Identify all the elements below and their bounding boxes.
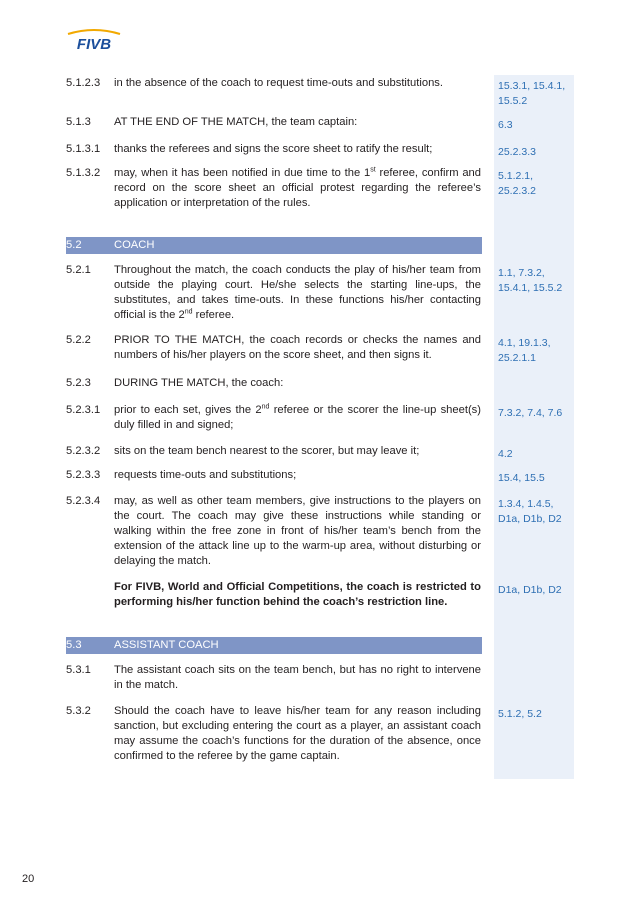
rule-reference: 5.1.2, 5.2	[498, 708, 542, 720]
rule-reference: D1a, D1b, D2	[498, 584, 562, 596]
rule-number: 5.2.2	[66, 334, 91, 346]
rule-text: may, as well as other team members, give instructions to the players on the court. The coach may give these instructions while standing or walking within the free zone in front of his/her team’s bench from the extension of the attack line up to the warm-up area, without disturbing or delaying the match.	[114, 495, 481, 567]
rule-text: AT THE END OF THE MATCH, the team captain:	[114, 116, 358, 128]
rule-text: The assistant coach sits on the team bench, but has no right to intervene in the match.	[114, 664, 481, 691]
page-number: 20	[22, 873, 35, 885]
rule-text: PRIOR TO THE MATCH, the coach records or checks the names and numbers of his/her players on the score sheet, and then signs it.	[114, 334, 481, 361]
rule-reference: 1.3.4, 1.4.5, D1a, D1b, D2	[498, 498, 562, 525]
section-number: 5.3	[66, 639, 82, 651]
rule-reference: 25.2.3.3	[498, 146, 536, 158]
rule-reference: 4.1, 19.1.3, 25.2.1.1	[498, 337, 551, 364]
rule-number: 5.2.3.4	[66, 495, 101, 507]
rule-text: Throughout the match, the coach conducts the play of his/her team from outside the playing court. He/she selects the starting line-ups, the substitutes, and takes time-outs. In these functions his/her contacting official is the 2nd referee.	[114, 264, 481, 321]
fivb-logo-icon	[66, 28, 122, 52]
rule-reference: 6.3	[498, 119, 513, 131]
rule-number: 5.1.3	[66, 116, 91, 128]
rule-number: 5.2.3.2	[66, 445, 101, 457]
section-header-assistant-coach	[66, 637, 482, 654]
rule-number: 5.1.3.2	[66, 167, 101, 179]
section-header-coach	[66, 237, 482, 254]
rule-reference: 4.2	[498, 448, 513, 460]
rule-text: may, when it has been notified in due time to the 1st referee, confirm and record on the score sheet an official protest regarding the referee’s application or interpretation of the rules.	[114, 166, 481, 209]
rule-text-emphasis: For FIVB, World and Official Competitions, the coach is restricted to performing his/her function behind the coach’s restriction line.	[114, 581, 481, 608]
rule-number: 5.1.3.1	[66, 143, 101, 155]
section-number: 5.2	[66, 239, 82, 251]
logo-text: FIVB	[76, 36, 112, 52]
rule-text: prior to each set, gives the 2nd referee or the scorer the line-up sheet(s) duly filled in and signed;	[114, 403, 482, 431]
rule-number: 5.2.3.1	[66, 404, 101, 416]
fivb-logo	[66, 28, 122, 52]
rule-text: requests time-outs and substitutions;	[114, 469, 297, 481]
rule-reference: 15.3.1, 15.4.1, 15.5.2	[498, 80, 566, 107]
rule-text: sits on the team bench nearest to the scorer, but may leave it;	[114, 445, 420, 457]
rule-text: thanks the referees and signs the score sheet to ratify the result;	[114, 143, 433, 155]
rule-text: in the absence of the coach to request time-outs and substitutions.	[114, 77, 443, 89]
rule-text: DURING THE MATCH, the coach:	[114, 377, 284, 389]
rule-number: 5.3.1	[66, 664, 91, 676]
rule-number: 5.1.2.3	[66, 77, 101, 89]
rule-number: 5.2.1	[66, 264, 91, 276]
rule-text: Should the coach have to leave his/her team for any reason including sanction, but excluding entering the court as a player, an assistant coach may assume the coach’s functions for the duration of the absence, once confirmed to the referee by the game captain.	[114, 705, 481, 762]
rule-reference: 5.1.2.1, 25.2.3.2	[498, 170, 536, 197]
section-title: COACH	[114, 239, 155, 251]
rule-reference: 15.4, 15.5	[498, 472, 545, 484]
rule-number: 5.2.3	[66, 377, 91, 389]
rule-number: 5.3.2	[66, 705, 91, 717]
rule-reference: 1.1, 7.3.2, 15.4.1, 15.5.2	[498, 267, 563, 294]
rule-reference: 7.3.2, 7.4, 7.6	[498, 407, 563, 419]
section-title: ASSISTANT COACH	[114, 639, 219, 651]
rule-number: 5.2.3.3	[66, 469, 101, 481]
